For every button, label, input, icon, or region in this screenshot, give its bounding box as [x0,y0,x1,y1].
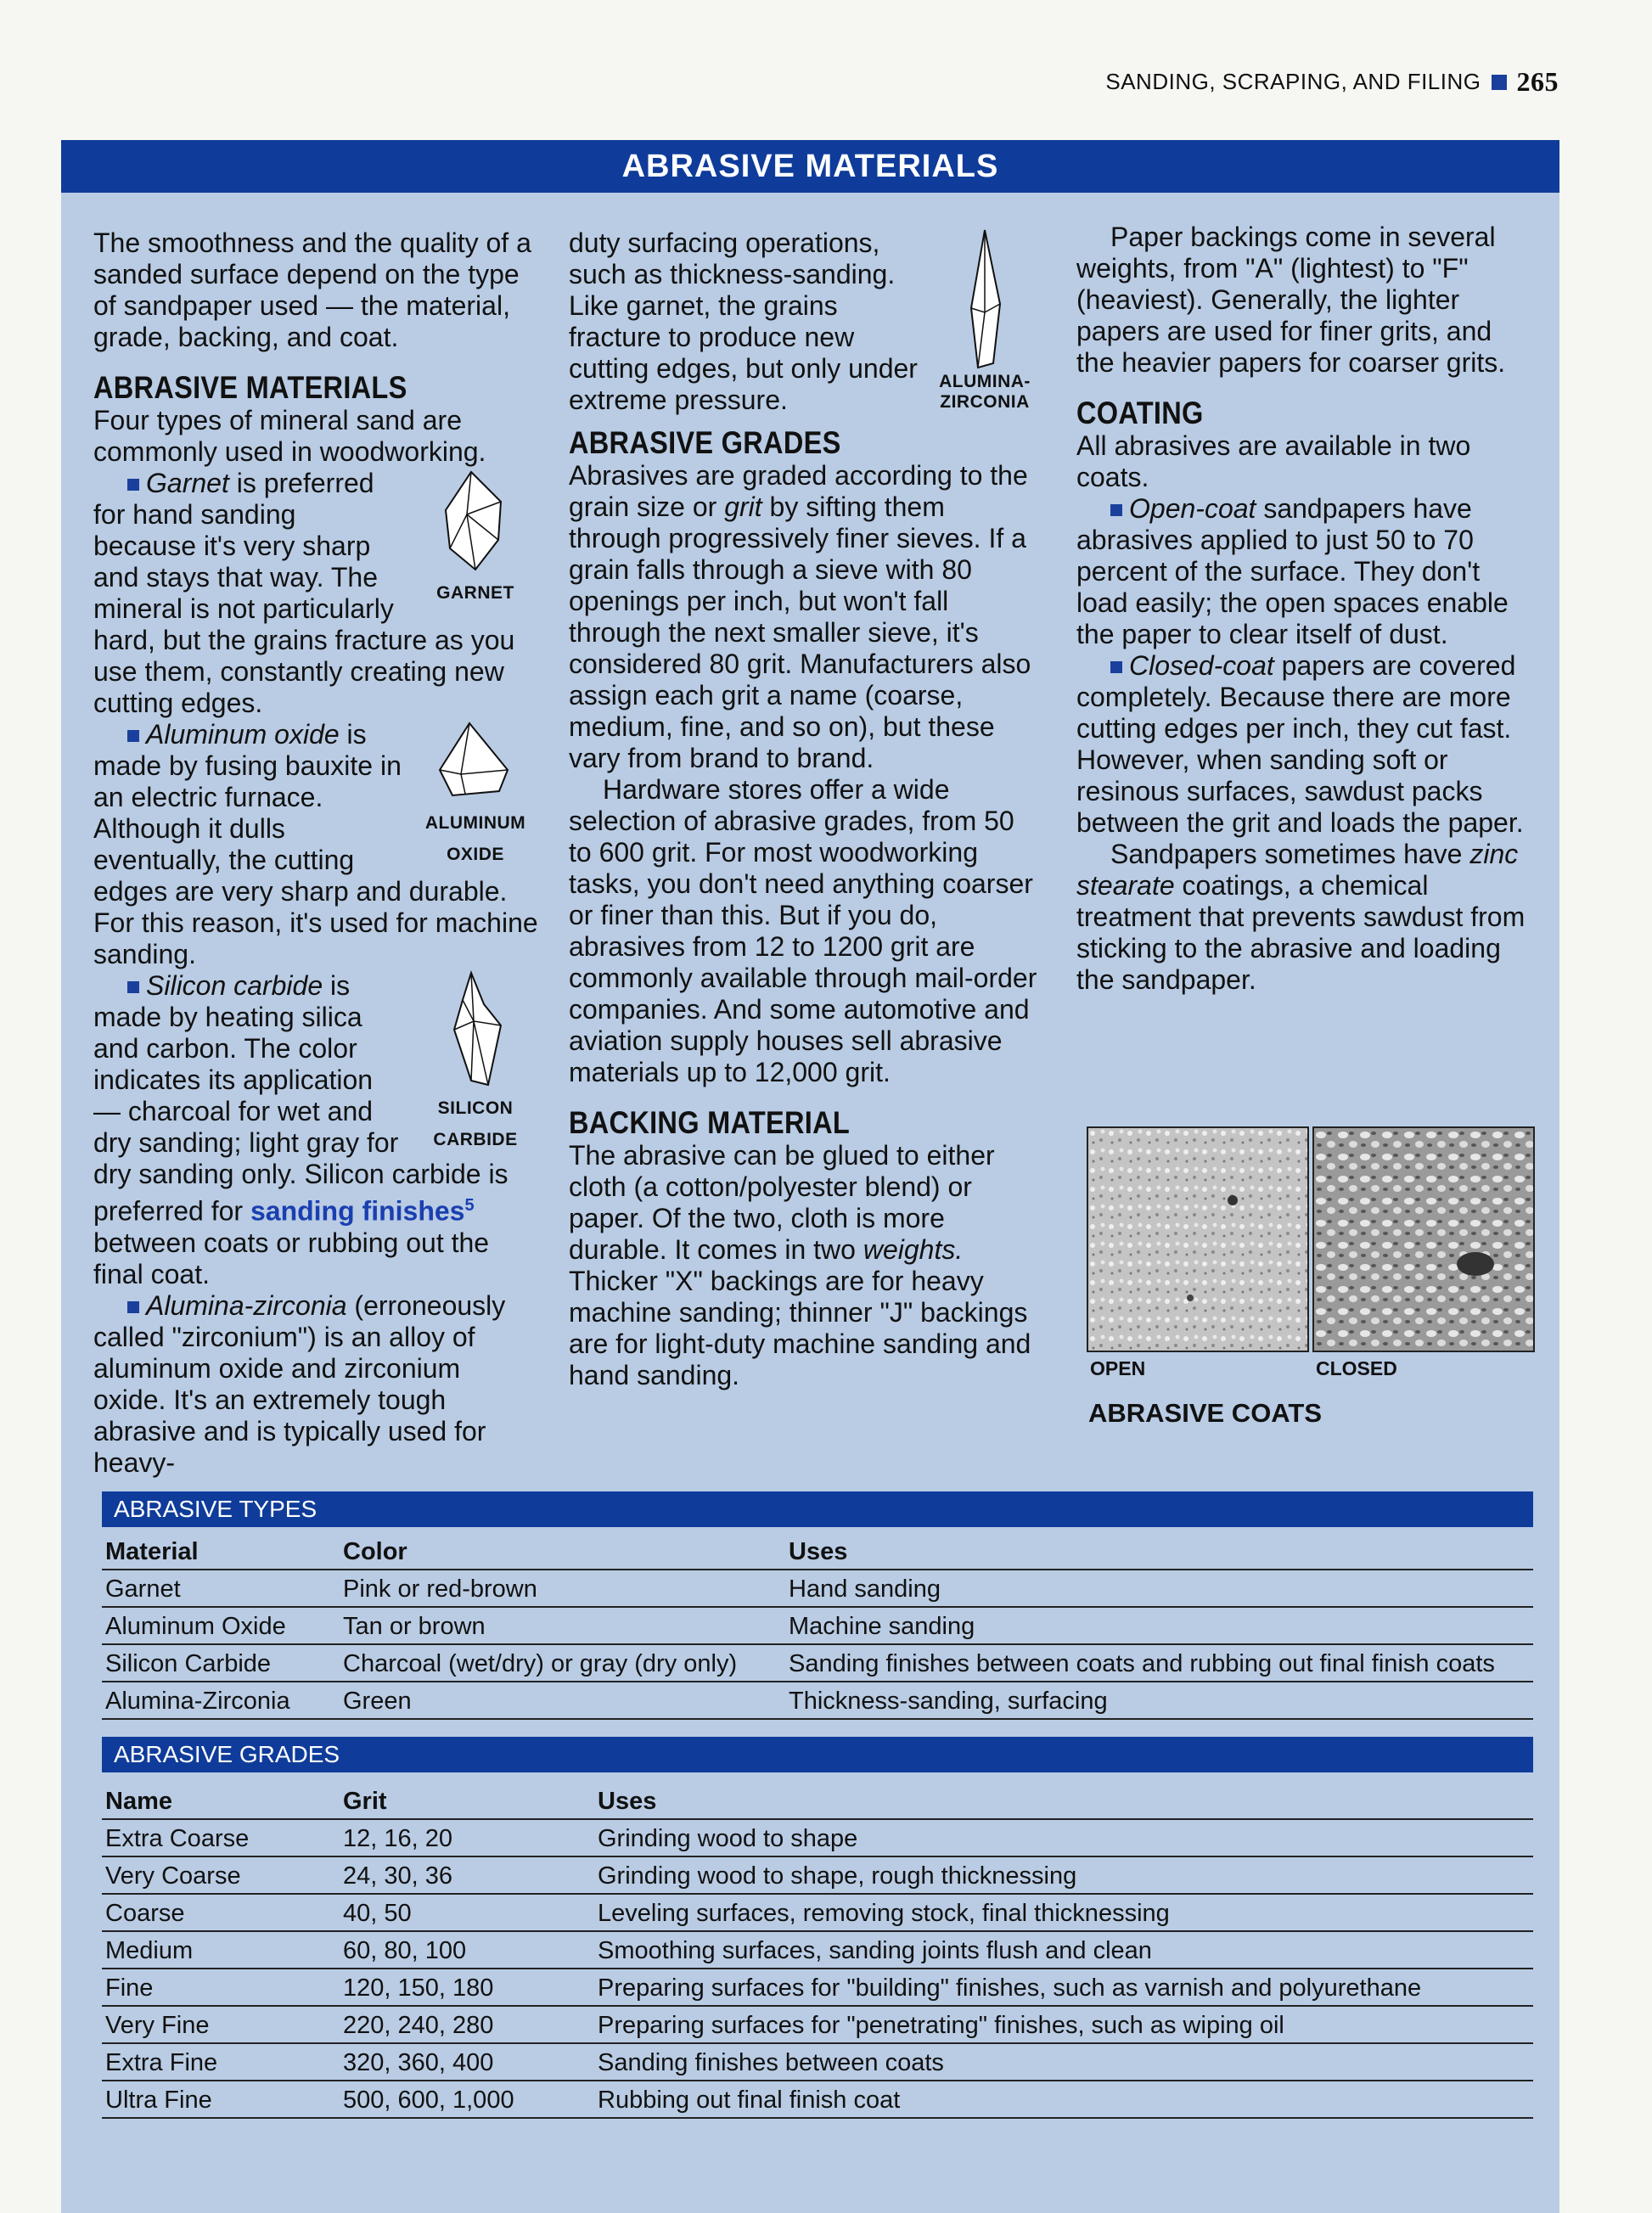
zinc-b: coatings, a chemical treatment that prevents sawdust from sticking to the abrasive and loading the sandpaper. [1076,870,1526,995]
table-cell: 12, 16, 20 [340,1819,594,1856]
square-bullet-icon [127,479,139,491]
term-silicon-carbide: Silicon carbide [146,970,323,1001]
sanding-finishes-link[interactable]: sanding finishes [250,1195,465,1227]
square-bullet-icon [127,730,139,742]
table-row [102,1570,1533,1607]
open-coat-text: sandpapers have abrasives applied to just 50 to 70 percent of the surface. They don't load easily; the open spaces enable the paper to clear itself of dust. [1076,493,1509,649]
paper-backing-paragraph: Paper backings come in several weights, from "A" (lightest) to "F" (heaviest). Generally, the lighter papers are used for finer grits, and the heavier papers for coarser grits. [1076,222,1506,378]
silicon-caption: SILICON CARBIDE [433,1098,518,1149]
table-cell: Very Fine [102,2006,340,2043]
table-cell: Aluminum Oxide [102,1607,340,1644]
footnote-ref[interactable]: 5 [464,1196,475,1215]
table-cell: Fine [102,1969,340,2006]
table-cell: 120, 150, 180 [340,1969,594,2006]
term-closed-coat: Closed-coat [1129,650,1274,681]
garnet-figure [412,468,539,603]
square-bullet-icon [127,1301,139,1313]
heading-backing-material: BACKING MATERIAL [569,1105,851,1140]
column-header: Uses [785,1533,1533,1570]
running-head [1105,66,1559,98]
table-cell: 40, 50 [340,1894,594,1931]
table-row [102,1856,1533,1894]
table-row [102,2006,1533,2043]
table-row [102,1894,1533,1931]
table-cell: Smoothing surfaces, sanding joints flush and clean [594,1931,1533,1969]
table-cell: Charcoal (wet/dry) or gray (dry only) [340,1644,785,1682]
heading-coating: COATING [1076,396,1204,430]
zinc-paragraph [1076,839,1535,996]
table-cell: Tan or brown [340,1607,785,1644]
table-cell: Alumina-Zirconia [102,1682,340,1719]
column-header: Material [102,1533,340,1570]
table-cell: Grinding wood to shape [594,1819,1533,1856]
table-cell: 60, 80, 100 [340,1931,594,1969]
table-row [102,2081,1533,2118]
table-row [102,2043,1533,2081]
table-cell: Preparing surfaces for "penetrating" finishes, such as wiping oil [594,2006,1533,2043]
table-row [102,1819,1533,1856]
section-banner: ABRASIVE MATERIALS [61,140,1559,193]
table-cell: 24, 30, 36 [340,1856,594,1894]
zirconia-figure [925,227,1044,427]
heading-abrasive-materials: ABRASIVE MATERIALS [93,370,407,405]
term-weights: weights. [863,1234,964,1265]
table-header-row [102,1783,1533,1819]
grades-p1-b: by sifting them through progressively finer sieves. If a grain falls through a sieve with 80 openings per inch, but won't fall through the next smaller sieve, it's considered 80 grit. Manufacturers also assign each grit a name (coarse, medium, fine, and so on), but these vary from brand to brand. [569,491,1031,773]
zirconia-continued [569,227,1044,416]
abrasive-types-table [102,1533,1533,1720]
table-cell: Leveling surfaces, removing stock, final thicknessing [594,1894,1533,1931]
table-cell: Coarse [102,1894,340,1931]
term-garnet: Garnet [146,468,229,498]
grades-paragraph-2: Hardware stores offer a wide selection of abrasive grades, from 50 to 600 grit. For most woodworking tasks, you don't need anything coarser or finer than this. But if you do, abrasives from 12 to 1200 grit are commonly available through mail-order companies. And some automotive and aviation supply houses sell abrasive materials up to 12,000 grit. [569,774,1037,1087]
square-bullet-icon [1110,504,1122,516]
backing-paragraph [569,1140,1044,1391]
column-2 [569,227,1044,1391]
column-3 [1076,222,1535,996]
aluminum-paragraph [93,719,539,970]
table-cell: Grinding wood to shape, rough thicknessing [594,1856,1533,1894]
column-header: Name [102,1783,340,1819]
silicon-text: is made by heating silica and carbon. The color indicates its application — charcoal for wet and dry sanding; light gray for dry sanding only. Silicon carbide is preferred for [93,970,509,1227]
aluminum-caption: ALUMINUM OXIDE [424,813,526,864]
table-cell: 500, 600, 1,000 [340,2081,594,2118]
table-cell: 220, 240, 280 [340,2006,594,2043]
column-1 [93,227,539,1479]
square-bullet-icon [1492,75,1507,90]
table-cell: Silicon Carbide [102,1644,340,1682]
closed-coat-photo [1312,1126,1535,1352]
coating-lead: All abrasives are available in two coats. [1076,430,1471,492]
grades-paragraph-1 [569,460,1044,774]
open-coat-texture-image [1088,1128,1307,1351]
closed-label: CLOSED [1316,1357,1397,1379]
closed-coat-text: papers are covered completely. Because there are more cutting edges per inch, they cut fast. However, when sanding soft or resinous surfaces, sawdust packs between the grit and loads the paper. [1076,650,1524,838]
table-cell: Very Coarse [102,1856,340,1894]
table-cell: Medium [102,1931,340,1969]
open-coat-paragraph [1076,493,1535,650]
table-cell: Ultra Fine [102,2081,340,2118]
term-alumina-zirconia: Alumina-zirconia [146,1289,347,1321]
garnet-text: is preferred for hand sanding because it's very sharp and stays that way. The mineral is not particularly hard, but the grains fracture as you use them, constantly creating new cutting edges. [93,468,515,718]
table-cell: 320, 360, 400 [340,2043,594,2081]
grades-p1-a: Abrasives are graded according to the grain size or [569,460,1028,522]
aluminum-figure [412,719,539,864]
abrasive-grades-title: ABRASIVE GRADES [102,1737,1533,1772]
zirconia-continued-text: duty surfacing operations, such as thickness-sanding. Like garnet, the grains fracture to produce new cutting edges, but only under extreme pressure. [569,227,918,415]
term-open-coat: Open-coat [1129,493,1256,524]
table-cell: Pink or red-brown [340,1570,785,1607]
garnet-paragraph [93,468,539,719]
closed-coat-texture-image [1314,1128,1533,1351]
term-grit: grit [724,491,762,522]
garnet-crystal-icon [437,468,514,574]
silicon-carbide-crystal-icon [441,970,509,1089]
abrasive-coats-caption: ABRASIVE COATS [1088,1398,1323,1428]
silicon-paragraph [93,970,539,1290]
table-cell: Hand sanding [785,1570,1533,1607]
abrasive-grades-table [102,1783,1533,2119]
silicon-text-after: between coats or rubbing out the final coat. [93,1227,490,1289]
running-head-text: SANDING, SCRAPING, AND FILING [1105,69,1481,94]
table-cell: Green [340,1682,785,1719]
closed-coat-paragraph [1076,650,1535,839]
column-header: Uses [594,1783,1533,1819]
alumina-zirconia-crystal-icon [959,227,1010,372]
silicon-figure [412,970,539,1149]
table-cell: Preparing surfaces for "building" finishes, such as varnish and polyurethane [594,1969,1533,2006]
table-row [102,1682,1533,1719]
table-cell: Sanding finishes between coats and rubbing out final finish coats [785,1644,1533,1682]
backing-a: The abrasive can be glued to either cloth (a cotton/polyester blend) or paper. Of the two, cloth is more durable. It comes in two [569,1140,995,1265]
term-aluminum-oxide: Aluminum oxide [146,719,340,750]
table-row [102,1644,1533,1682]
table-cell: Extra Coarse [102,1819,340,1856]
zirconia-caption: ALUMINA-ZIRCONIA [939,372,1031,412]
zinc-a: Sandpapers sometimes have [1110,839,1470,869]
table-header-row [102,1533,1533,1570]
open-coat-photo [1087,1126,1309,1352]
alumina-text: (erroneously called "zirconium") is an alloy of aluminum oxide and zirconium oxide. It's an extremely tough abrasive and is typically used for heavy- [93,1289,506,1478]
table-cell: Garnet [102,1570,340,1607]
backing-b: Thicker "X" backings are for heavy machine sanding; thinner "J" backings are for light-duty machine sanding and hand sanding. [569,1266,1031,1390]
aluminum-oxide-crystal-icon [435,719,516,804]
table-row [102,1607,1533,1644]
table-cell: Sanding finishes between coats [594,2043,1533,2081]
column-header: Grit [340,1783,594,1819]
square-bullet-icon [1110,661,1122,673]
abrasive-types-title: ABRASIVE TYPES [102,1491,1533,1527]
table-cell: Rubbing out final finish coat [594,2081,1533,2118]
column-header: Color [340,1533,785,1570]
garnet-caption: GARNET [436,583,514,603]
heading-abrasive-grades: ABRASIVE GRADES [569,425,841,460]
aluminum-text: is made by fusing bauxite in an electric furnace. Although it dulls eventually, the cutting edges are very sharp and durable. For this reason, it's used for machine sanding. [93,719,538,969]
materials-lead: Four types of mineral sand are commonly used in woodworking. [93,405,486,467]
open-label: OPEN [1090,1357,1146,1379]
table-row [102,1931,1533,1969]
page-number: 265 [1516,66,1559,97]
square-bullet-icon [127,981,139,993]
table-cell: Thickness-sanding, surfacing [785,1682,1533,1719]
table-row [102,1969,1533,2006]
term-zinc-stearate: zinc stearate [1076,839,1519,901]
intro-paragraph: The smoothness and the quality of a sanded surface depend on the type of sandpaper used — the material, grade, backing, and coat. [93,227,531,352]
table-cell: Extra Fine [102,2043,340,2081]
table-cell: Machine sanding [785,1607,1533,1644]
alumina-paragraph [93,1290,539,1479]
